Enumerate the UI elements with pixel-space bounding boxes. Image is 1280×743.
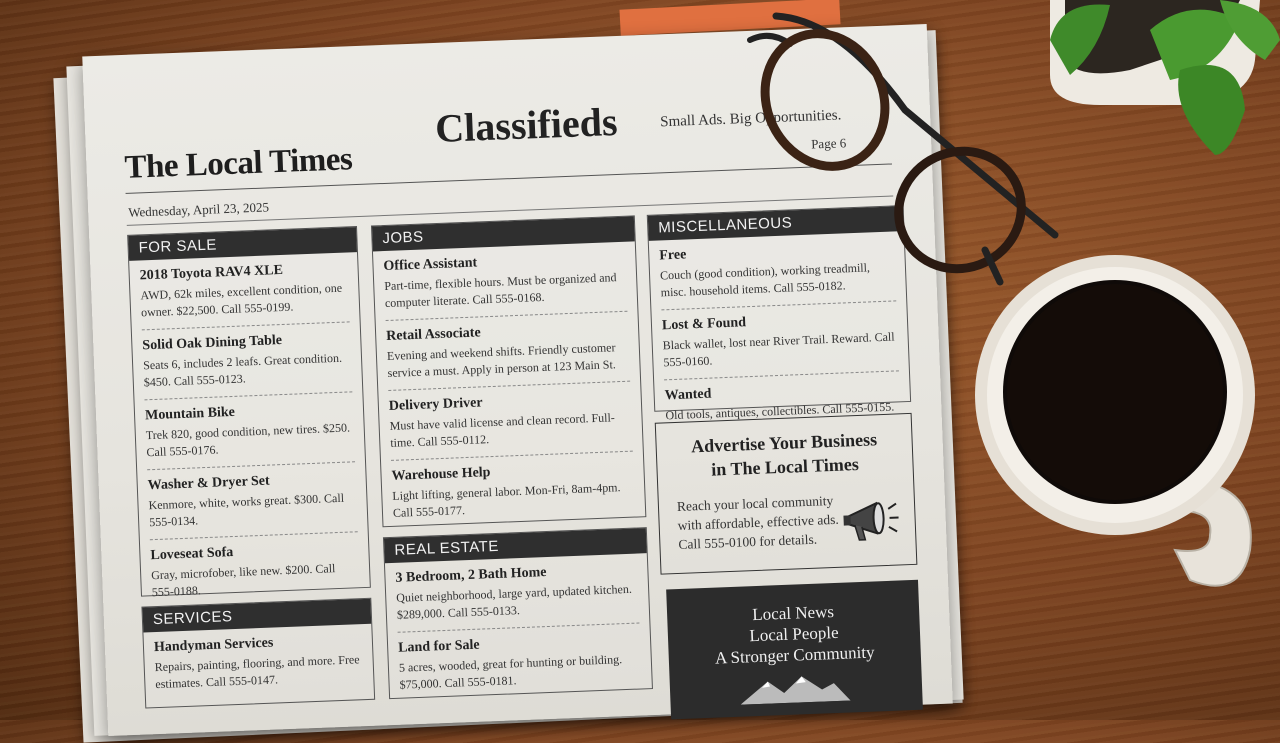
community-line3: A Stronger Community <box>714 642 875 668</box>
item-title: Delivery Driver <box>388 395 483 414</box>
item-title: Solid Oak Dining Table <box>142 333 283 354</box>
for-sale-heading: FOR SALE <box>128 227 357 261</box>
item-desc: AWD, 62k miles, excellent condition, one owner. $22,500. Call 555-0199. <box>140 280 343 320</box>
newspaper-name: The Local Times <box>123 141 353 186</box>
page-number: Page 6 <box>810 135 847 152</box>
services-heading: SERVICES <box>142 599 371 633</box>
item-desc: Must have valid license and clean record. Full-time. Call 555-0112. <box>389 410 616 450</box>
issue-date: Wednesday, April 23, 2025 <box>127 199 270 220</box>
item-title: Lost & Found <box>661 315 747 334</box>
item-desc: 5 acres, wooded, great for hunting or building. $75,000. Call 555-0181. <box>398 652 623 692</box>
jobs-heading: JOBS <box>372 216 635 251</box>
real-estate-column <box>383 527 653 699</box>
jobs-column <box>371 215 646 527</box>
item-desc: Black wallet, lost near River Trail. Reward. Call 555-0160. <box>662 329 895 370</box>
item-desc: Couch (good condition), working treadmill, misc. household items. Call 555-0182. <box>659 260 871 300</box>
item-desc: Evening and weekend shifts. Friendly customer service a must. Apply in person at 123 Main St. <box>386 340 617 380</box>
item-title: Washer & Dryer Set <box>147 473 270 494</box>
item-title: 2018 Toyota RAV4 XLE <box>139 262 284 284</box>
misc-heading: MISCELLANEOUS <box>648 206 904 241</box>
item-desc: Seats 6, includes 2 leafs. Great condition. $450. Call 555-0123. <box>142 350 343 390</box>
item-desc: Repairs, painting, flooring, and more. Free estimates. Call 555-0147. <box>154 652 360 692</box>
list-item <box>383 242 628 321</box>
list-item <box>391 452 635 530</box>
item-title: 3 Bedroom, 2 Bath Home <box>395 565 547 586</box>
item-desc: Trek 820, good condition, new tires. $250. Call 555-0176. <box>145 420 351 460</box>
list-item <box>142 322 353 400</box>
list-item <box>386 312 631 391</box>
item-desc: Quiet neighborhood, large yard, updated kitchen. $289,000. Call 555-0133. <box>396 581 633 622</box>
advertise-box <box>655 413 918 575</box>
item-title: Warehouse Help <box>391 465 491 484</box>
item-title: Free <box>659 247 687 264</box>
coffee-cup <box>960 250 1280 610</box>
list-item <box>395 554 640 633</box>
list-item <box>388 382 633 461</box>
item-title: Wanted <box>664 386 712 404</box>
item-title: Loveseat Sofa <box>150 545 234 564</box>
mountains-icon <box>740 672 851 704</box>
real-estate-heading: REAL ESTATE <box>384 528 647 563</box>
item-title: Retail Associate <box>385 325 481 345</box>
services-column <box>141 598 375 709</box>
item-desc: Part-time, flexible hours. Must be organized and computer literate. Call 555-0168. <box>384 270 617 311</box>
item-desc: Old tools, antiques, collectibles. Call 555-0155. <box>665 399 895 423</box>
list-item <box>398 623 642 701</box>
community-line1: Local News <box>751 602 835 625</box>
section-title: Classifieds <box>434 98 619 151</box>
eyeglasses <box>740 10 1070 290</box>
potted-plant <box>1040 0 1280 170</box>
ad-title-line1: Advertise Your Business <box>690 429 878 457</box>
community-box <box>666 580 923 720</box>
item-title: Handyman Services <box>153 635 274 656</box>
community-line2: Local People <box>749 622 839 646</box>
list-item <box>145 392 356 470</box>
item-desc: Kenmore, white, works great. $300. Call 555-0134. <box>148 490 345 530</box>
list-item <box>139 252 350 330</box>
item-title: Mountain Bike <box>144 404 236 424</box>
list-item <box>150 532 360 609</box>
for-sale-column <box>127 226 371 600</box>
item-title: Office Assistant <box>383 255 478 275</box>
list-item <box>153 624 363 701</box>
ad-body: Reach your local community with affordable, effective ads. Call 555-0100 for details. <box>676 492 839 552</box>
megaphone-icon <box>840 494 904 546</box>
tagline: Small Ads. Big Opportunities. <box>659 107 842 131</box>
item-desc: Light lifting, general labor. Mon-Fri, 8am-4pm. Call 555-0177. <box>392 480 621 520</box>
item-title: Land for Sale <box>397 637 480 656</box>
item-desc: Gray, microfober, like new. $200. Call 555-0188. <box>150 561 336 600</box>
list-item <box>661 301 899 380</box>
list-item <box>147 462 358 540</box>
ad-title-line2: in The Local Times <box>710 453 860 480</box>
